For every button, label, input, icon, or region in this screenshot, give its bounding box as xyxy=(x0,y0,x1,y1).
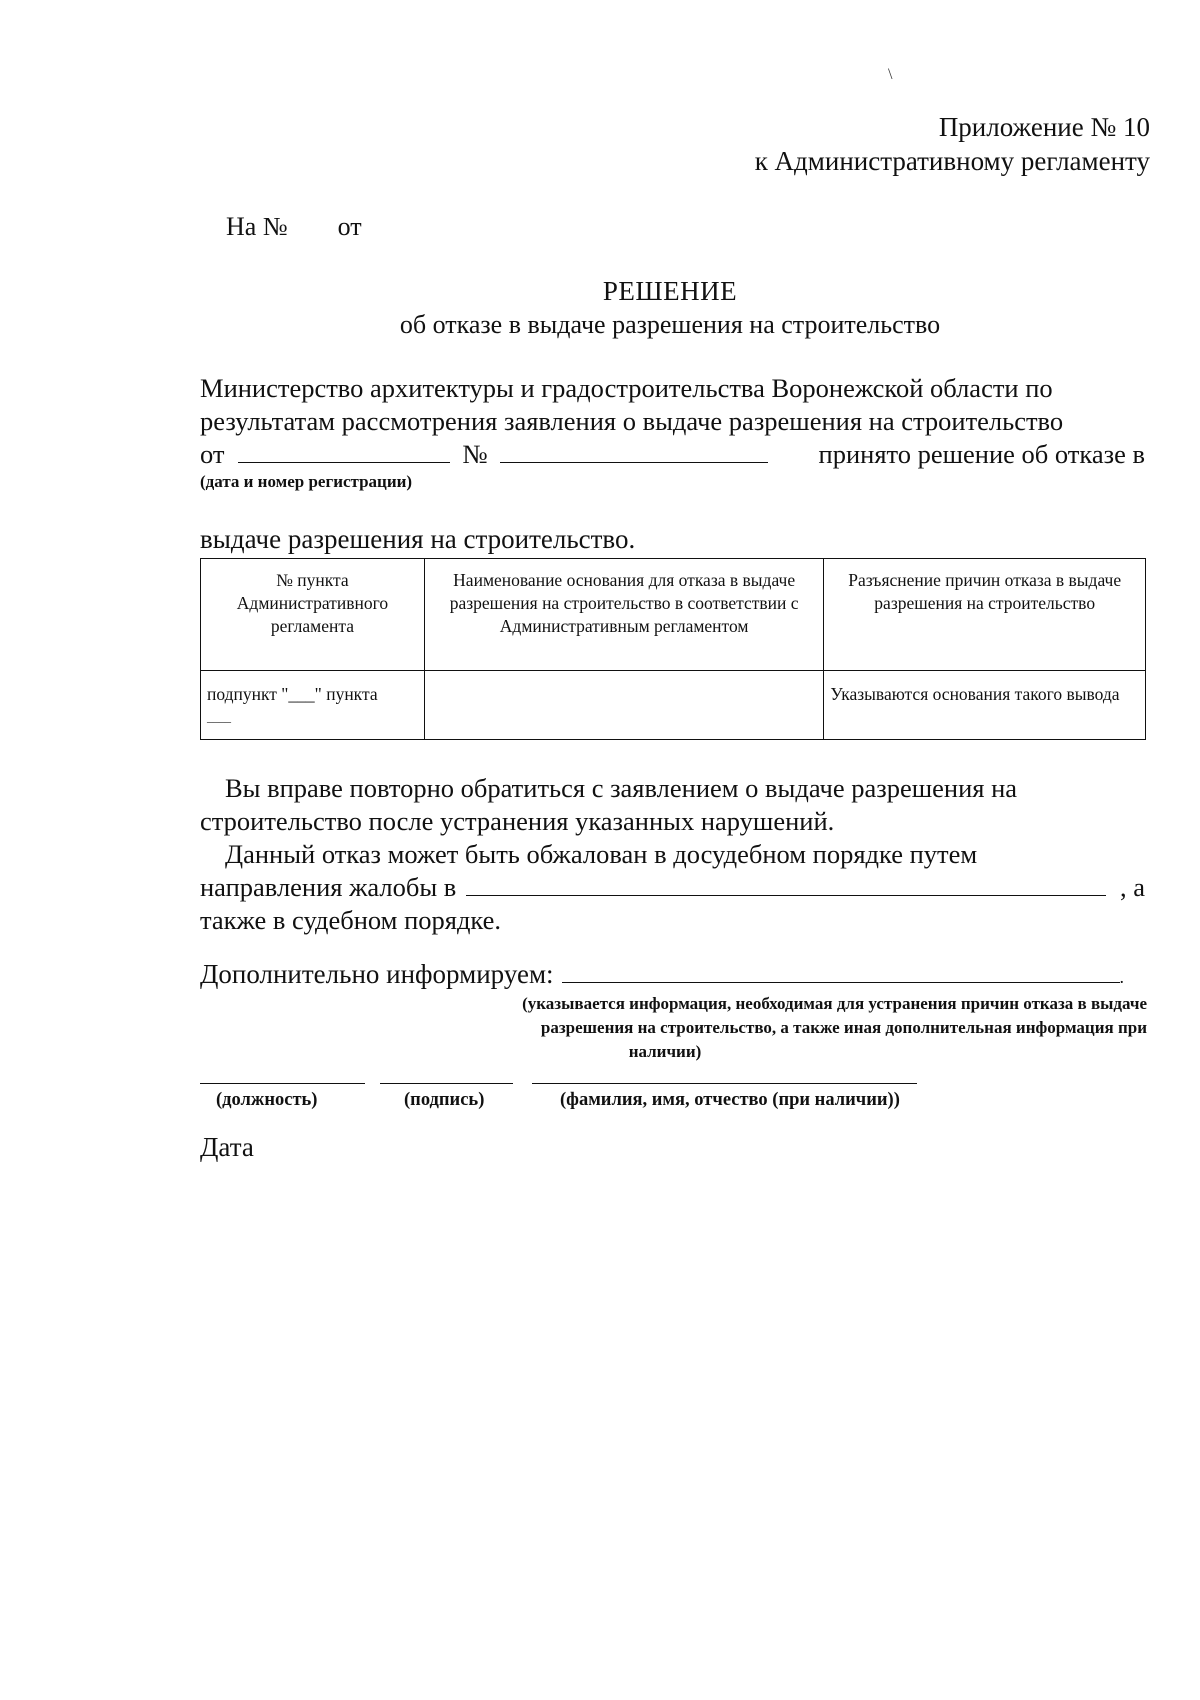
cell-ground[interactable] xyxy=(424,671,824,740)
document-title: РЕШЕНИЕ xyxy=(602,276,738,306)
header-refusal-explanation: Разъяснение причин отказа в выдаче разрешения на строительство xyxy=(824,559,1146,671)
paragraph-3-line-1 xyxy=(225,838,1145,871)
paragraph-1-line-3 xyxy=(200,438,1145,471)
paragraph-1-line-2 xyxy=(200,405,1145,438)
reference-from-label: от xyxy=(337,212,362,241)
signature-label: (подпись) xyxy=(404,1090,485,1110)
p1-line1-text: Министерство архитектуры и градостроительства Воронежской области по xyxy=(200,373,1053,403)
p3-line2-tail: , а xyxy=(1119,872,1145,902)
registration-date-blank[interactable] xyxy=(238,438,450,463)
full-name-blank[interactable] xyxy=(532,1083,917,1084)
additional-info-blank[interactable] xyxy=(562,958,1120,983)
p1-line3-tail: принято решение об отказе в xyxy=(818,439,1145,469)
clause-subpoint: подпункт "___" пункта xyxy=(207,684,378,704)
p3-line1-text: Данный отказ может быть обжалован в досудебном порядке путем xyxy=(225,839,978,869)
paragraph-1-line-1 xyxy=(200,372,1145,405)
registration-number-blank[interactable] xyxy=(500,438,768,463)
header-clause-number: № пункта Административного регламента xyxy=(201,559,425,671)
appendix-reference: к Административному регламенту xyxy=(754,146,1150,176)
paragraph-2-line-1 xyxy=(225,772,1145,805)
document-subtitle: об отказе в выдаче разрешения на строительство xyxy=(399,310,941,339)
paragraph-3-line-3: также в судебном порядке. xyxy=(200,905,502,935)
additional-info-period: . xyxy=(1119,967,1125,987)
additional-info-note-3: наличии) xyxy=(628,1042,702,1061)
clause-point-blank: ____ xyxy=(207,710,231,724)
cell-clause[interactable] xyxy=(201,671,425,740)
p1-line2-text: результатам рассмотрения заявления о выдаче разрешения на строительство xyxy=(200,406,1064,436)
signature-blank[interactable] xyxy=(380,1083,513,1084)
table-row xyxy=(201,671,1146,740)
p1-from-label: от xyxy=(200,439,225,469)
reference-number-label: На № xyxy=(226,212,288,241)
p2-line1-text: Вы вправе повторно обратиться с заявлением о выдаче разрешения на xyxy=(225,773,1018,803)
additional-info-label: Дополнительно информируем: xyxy=(200,959,554,989)
additional-info-note-2: разрешения на строительство, а также иная дополнительная информация при xyxy=(540,1018,1147,1037)
additional-info-line xyxy=(200,958,1124,990)
paragraph-1-line-4: выдаче разрешения на строительство. xyxy=(200,524,636,554)
position-label: (должность) xyxy=(216,1090,318,1110)
complaint-authority-blank[interactable] xyxy=(466,871,1106,896)
full-name-label: (фамилия, имя, отчество (при наличии)) xyxy=(560,1090,900,1110)
cell-explanation[interactable]: Указываются основания такого вывода xyxy=(824,671,1146,740)
position-blank[interactable] xyxy=(200,1083,365,1084)
paragraph-2-line-2: строительство после устранения указанных нарушений. xyxy=(200,806,835,836)
additional-info-note-1: (указывается информация, необходимая для устранения причин отказа в выдаче xyxy=(522,994,1147,1013)
header-refusal-ground: Наименование основания для отказа в выдаче разрешения на строительство в соответствии с Административным регламентом xyxy=(424,559,824,671)
date-label: Дата xyxy=(200,1132,254,1162)
p3-line2-head: направления жалобы в xyxy=(200,872,457,902)
p1-number-label: № xyxy=(462,439,488,469)
refusal-reasons-table xyxy=(200,558,1146,740)
scan-mark: \ xyxy=(888,66,893,83)
paragraph-3-line-2 xyxy=(200,871,1145,904)
appendix-number: Приложение № 10 xyxy=(938,112,1150,142)
registration-note: (дата и номер регистрации) xyxy=(200,472,413,491)
table-header-row xyxy=(201,559,1146,671)
reference-line xyxy=(226,212,362,242)
